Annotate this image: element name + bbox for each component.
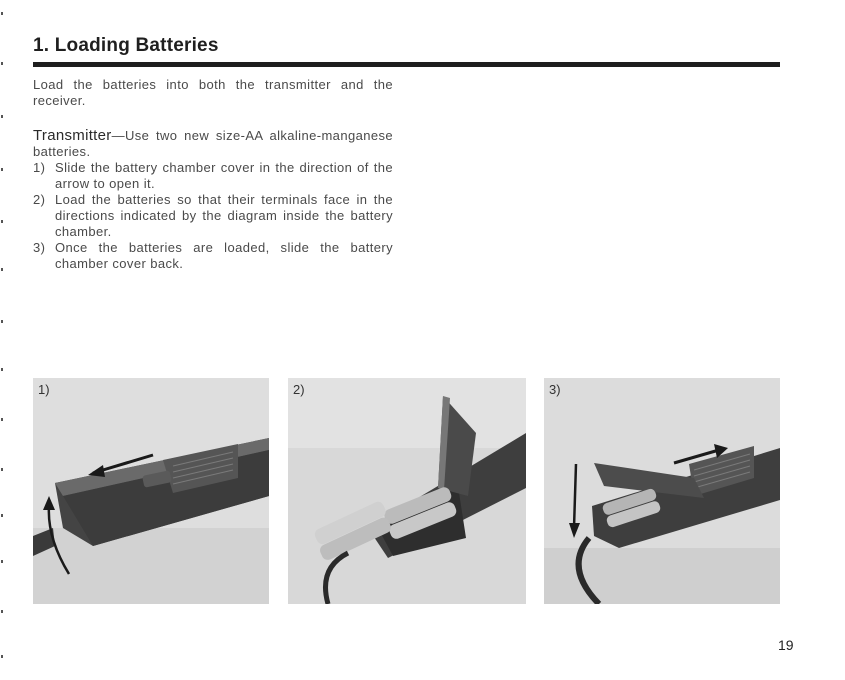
transmitter-paragraph [33,128,393,160]
left-margin-marks [0,0,4,680]
step-item [33,240,393,272]
step-item [33,192,393,240]
figure-label: 2) [293,382,305,397]
page-number: 19 [778,637,794,653]
section-heading: 1. Loading Batteries [33,35,219,56]
steps-list [33,160,393,272]
heading-rule [33,62,780,67]
step-text: Slide the battery chamber cover in the direction of the arrow to open it. [55,160,393,191]
transmitter-cover-close-illustration [544,378,780,604]
step-item [33,160,393,192]
step-text: Load the batteries so that their terminals face in the directions indicated by the diagram inside the battery chamber. [55,192,393,239]
figure-label: 1) [38,382,50,397]
figure-3-photo [544,378,780,604]
battery-loading-illustration [288,378,526,604]
step-number: 1) [33,160,46,175]
body-text [33,77,393,272]
step-number: 3) [33,240,46,255]
figure-2-photo [288,378,526,604]
figure-1-photo [33,378,269,604]
transmitter-text: —Use two new size-AA alkaline-manganese batteries. [33,128,393,159]
step-number: 2) [33,192,46,207]
transmitter-label: Transmitter [33,127,112,144]
step-text: Once the batteries are loaded, slide the battery chamber cover back. [55,240,393,271]
intro-paragraph: Load the batteries into both the transmitter and the receiver. [33,77,393,108]
transmitter-cover-slide-illustration [33,378,269,604]
figure-label: 3) [549,382,561,397]
